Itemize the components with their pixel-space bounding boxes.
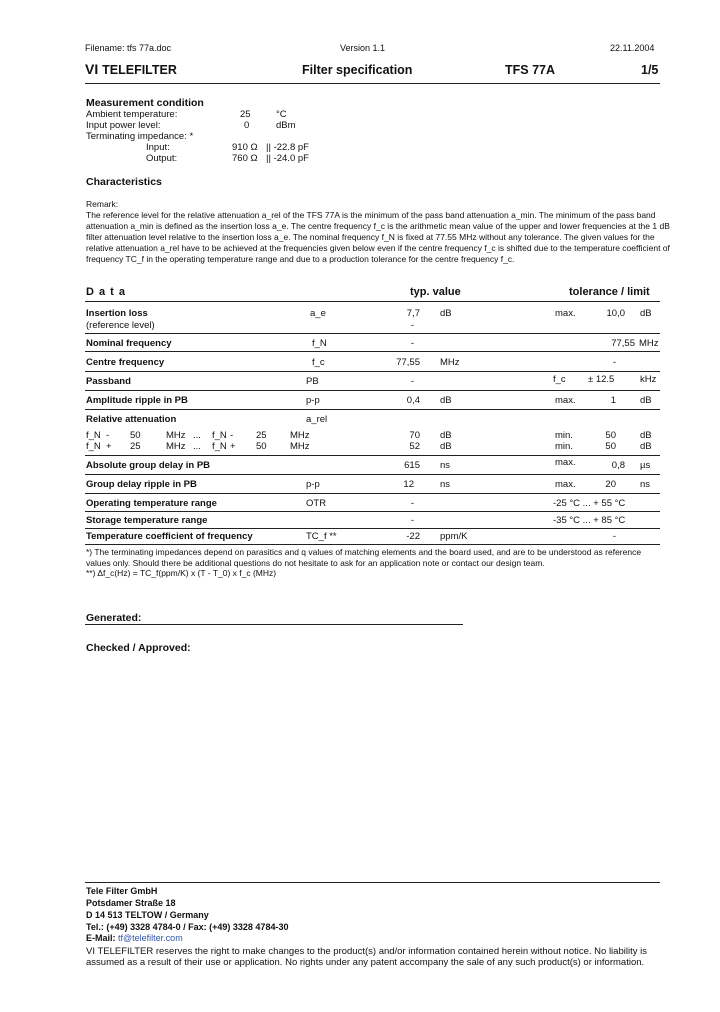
row-rule [85, 474, 660, 475]
power-value: 0 [244, 120, 250, 131]
row-lim-val: - [612, 531, 616, 542]
generated-label: Generated: [86, 612, 142, 624]
row-label: Insertion loss [86, 308, 148, 319]
date: 22.11.2004 [610, 43, 655, 53]
rel-typ: 70 [409, 430, 420, 441]
row-lim-val: -35 °C ... + 85 °C [553, 515, 626, 526]
row-lim-val: 20 [605, 479, 616, 490]
footer-rule [85, 882, 660, 883]
row-lim-unit: kHz [640, 374, 657, 385]
row-lim-kind: max. [555, 479, 576, 490]
row-symbol: TC_f ** [306, 531, 337, 542]
rel-typ: 52 [409, 441, 420, 452]
rel-u2: MHz [290, 441, 310, 452]
row-label: Storage temperature range [86, 515, 208, 526]
row-label: Amplitude ripple in PB [86, 395, 188, 406]
row-symbol: f_N [312, 338, 327, 349]
row-symbol: f_c [312, 357, 325, 368]
row-lim-val: 10,0 [606, 308, 625, 319]
impedance-label: Terminating impedance: * [86, 131, 194, 142]
logo-telefilter: TELEFILTER [102, 63, 177, 77]
row-lim-val: ± 12.5 [588, 374, 615, 385]
rel-fn2: f_N [212, 430, 227, 441]
input-value: 910 Ω [232, 142, 258, 153]
output-value: 760 Ω [232, 153, 258, 164]
ambient-unit: °C [276, 109, 287, 120]
row-typ: - [410, 515, 414, 526]
rel-u1: MHz [166, 441, 186, 452]
row-lim-unit: dB [640, 395, 652, 406]
row-lim-kind: max. [555, 457, 576, 468]
row-typ-unit: ns [440, 460, 451, 471]
header-rule [85, 83, 660, 84]
remark-line-4: relative attenuation a_rel have to be achieved at the frequencies given below even if the centre frequency f_c is shifted due to the temperature coefficient of [86, 243, 670, 253]
row-sublabel: (reference level) [86, 320, 155, 331]
row-typ: 615 [404, 460, 420, 471]
row-typ-unit: dB [440, 308, 452, 319]
ambient-value: 25 [240, 109, 251, 120]
row-rule [85, 493, 660, 494]
row-lim-unit: MHz [639, 338, 659, 349]
row-label: Nominal frequency [86, 338, 172, 349]
row-symbol: p-p [306, 479, 320, 490]
rel-u1: MHz [166, 430, 186, 441]
row-label: Centre frequency [86, 357, 165, 368]
generated-rule [85, 624, 463, 625]
rel-fn: f_N [86, 441, 101, 452]
row-rule [85, 409, 660, 410]
row-lim-kind: max. [555, 308, 576, 319]
row-typ: 12 [403, 479, 414, 490]
email-label: E-Mail: [86, 933, 116, 943]
doc-title: Filter specification [302, 63, 413, 77]
data-header: D a t a [86, 286, 127, 298]
footnote-impedance-2: values only. Should there be additional questions do not hesitate to ask for an application note or contact our design team. [86, 558, 545, 568]
rel-a: 50 [130, 430, 141, 441]
measurement-title: Measurement condition [86, 97, 204, 109]
remark-label: Remark: [86, 199, 119, 209]
row-label: Temperature coefficient of frequency [86, 531, 253, 542]
remark-line-2: attenuation a_min is defined as the insertion loss a_e. The centre frequency f_c is the arithmetic mean value of the upper and lower frequencies at the 1 dB [86, 221, 670, 231]
rel-lim-val: 50 [605, 441, 616, 452]
rel-b: 25 [256, 430, 267, 441]
rel-a: 25 [130, 441, 141, 452]
row-rule [85, 351, 660, 352]
ambient-label: Ambient temperature: [86, 109, 178, 120]
row-label: Group delay ripple in PB [86, 479, 197, 490]
row-lim-unit: ns [640, 479, 651, 490]
row-rule [85, 528, 660, 529]
row-label: Passband [86, 376, 131, 387]
characteristics-title: Characteristics [86, 176, 162, 188]
email-link[interactable]: tf@telefilter.com [118, 933, 183, 943]
row-lim-val: 0,8 [611, 460, 625, 471]
row-typ: - [410, 498, 414, 509]
rel-dots: ... [193, 430, 201, 441]
row-lim-val: - [612, 357, 616, 368]
footer-tel: Tel.: (+49) 3328 4784-0 / Fax: (+49) 3328 4784-30 [86, 922, 289, 932]
row-typ-unit: MHz [440, 357, 460, 368]
row-rule [85, 390, 660, 391]
disclaimer-line-1: VI TELEFILTER reserves the right to make changes to the product(s) and/or information contained herein without notice. No liability is [86, 946, 647, 957]
row-rule [85, 333, 660, 334]
input-cap: || -22.8 pF [266, 142, 309, 153]
row-symbol: p-p [306, 395, 320, 406]
row-typ-unit: ns [440, 479, 451, 490]
row-sub-dash: - [410, 320, 414, 331]
footer-email [86, 933, 183, 943]
rel-lim-kind: min. [555, 441, 573, 452]
row-lim-unit: µs [640, 460, 651, 471]
table-top-rule [85, 301, 660, 302]
footnote-tc: **) Δf_c(Hz) = TC_f(ppm/K) x (T - T_0) x f_c (MHz) [86, 568, 277, 578]
rel-lim-val: 50 [605, 430, 616, 441]
remark-line-1: The reference level for the relative attenuation a_rel of the TFS 77A is the minimum of the pass band attenuation a_min. The minimum of the pass band [86, 210, 656, 220]
version: Version 1.1 [340, 43, 386, 53]
row-lim-val: -25 °C ... + 55 °C [553, 498, 626, 509]
output-cap: || -24.0 pF [266, 153, 309, 164]
footer-city: D 14 513 TELTOW / Germany [86, 910, 209, 920]
row-typ-unit: dB [440, 395, 452, 406]
row-typ: 77,55 [396, 357, 420, 368]
rel-lim-unit: dB [640, 441, 652, 452]
rel-fn: f_N [86, 430, 101, 441]
row-typ: 7,7 [406, 308, 420, 319]
rel-op2: + [230, 441, 236, 452]
rel-lim-unit: dB [640, 430, 652, 441]
row-typ-unit: ppm/K [440, 531, 468, 542]
footer-company: Tele Filter GmbH [86, 886, 158, 896]
disclaimer-line-2: assumed as a result of their use or application. No rights under any patent accompany the sale of any such product(s) or information. [86, 957, 645, 968]
row-typ: - [410, 338, 414, 349]
rel-op2: - [230, 430, 234, 441]
row-rule [85, 455, 660, 456]
row-rule [85, 511, 660, 512]
rel-typ-unit: dB [440, 441, 452, 452]
part-number: TFS 77A [505, 63, 556, 77]
table-bottom-rule [85, 544, 660, 545]
footer-street: Potsdamer Straße 18 [86, 898, 176, 908]
row-label: Relative attenuation [86, 414, 177, 425]
row-typ: -22 [406, 531, 420, 542]
row-lim-kind: max. [555, 395, 576, 406]
company-logo [85, 61, 177, 77]
filename: Filename: tfs 77a.doc [85, 43, 172, 53]
rel-dots: ... [193, 441, 201, 452]
row-symbol: OTR [306, 498, 327, 509]
rel-b: 50 [256, 441, 267, 452]
row-lim-unit: dB [640, 308, 652, 319]
input-label: Input: [146, 142, 170, 153]
row-typ: 0,4 [406, 395, 420, 406]
rel-op1: + [106, 441, 112, 452]
rel-typ-unit: dB [440, 430, 452, 441]
footnote-impedance-1: *) The terminating impedances depend on parasitics and q values of matching elements and the board used, and are to be understood as reference [86, 547, 642, 557]
page-number: 1/5 [641, 63, 659, 77]
row-symbol: PB [306, 376, 319, 387]
typ-value-header: typ. value [410, 286, 461, 298]
power-unit: dBm [276, 120, 296, 131]
row-lim-val: 1 [610, 395, 616, 406]
power-label: Input power level: [86, 120, 161, 131]
row-lim-val: 77,55 [611, 338, 635, 349]
row-lim-kind: f_c [553, 374, 566, 385]
row-symbol: a_rel [306, 414, 328, 425]
tolerance-header: tolerance / limit [569, 286, 650, 298]
remark-line-5: frequency TC_f in the operating temperature range and due to a production tolerance for the centre frequency f_c. [86, 254, 515, 264]
output-label: Output: [146, 153, 178, 164]
row-label: Absolute group delay in PB [86, 460, 211, 471]
checked-label: Checked / Approved: [86, 642, 191, 654]
row-symbol: a_e [310, 308, 326, 319]
row-rule [85, 371, 660, 372]
row-label: Operating temperature range [86, 498, 217, 509]
rel-fn2: f_N [212, 441, 227, 452]
row-typ: - [410, 376, 414, 387]
logo-vi: VI [85, 61, 99, 77]
remark-line-3: filter attenuation level relative to the insertion loss a_e. The nominal frequency f_N is fixed at 77.55 MHz without any tolerance. The given values for the [86, 232, 655, 242]
rel-u2: MHz [290, 430, 310, 441]
rel-lim-kind: min. [555, 430, 573, 441]
rel-op1: - [106, 430, 110, 441]
